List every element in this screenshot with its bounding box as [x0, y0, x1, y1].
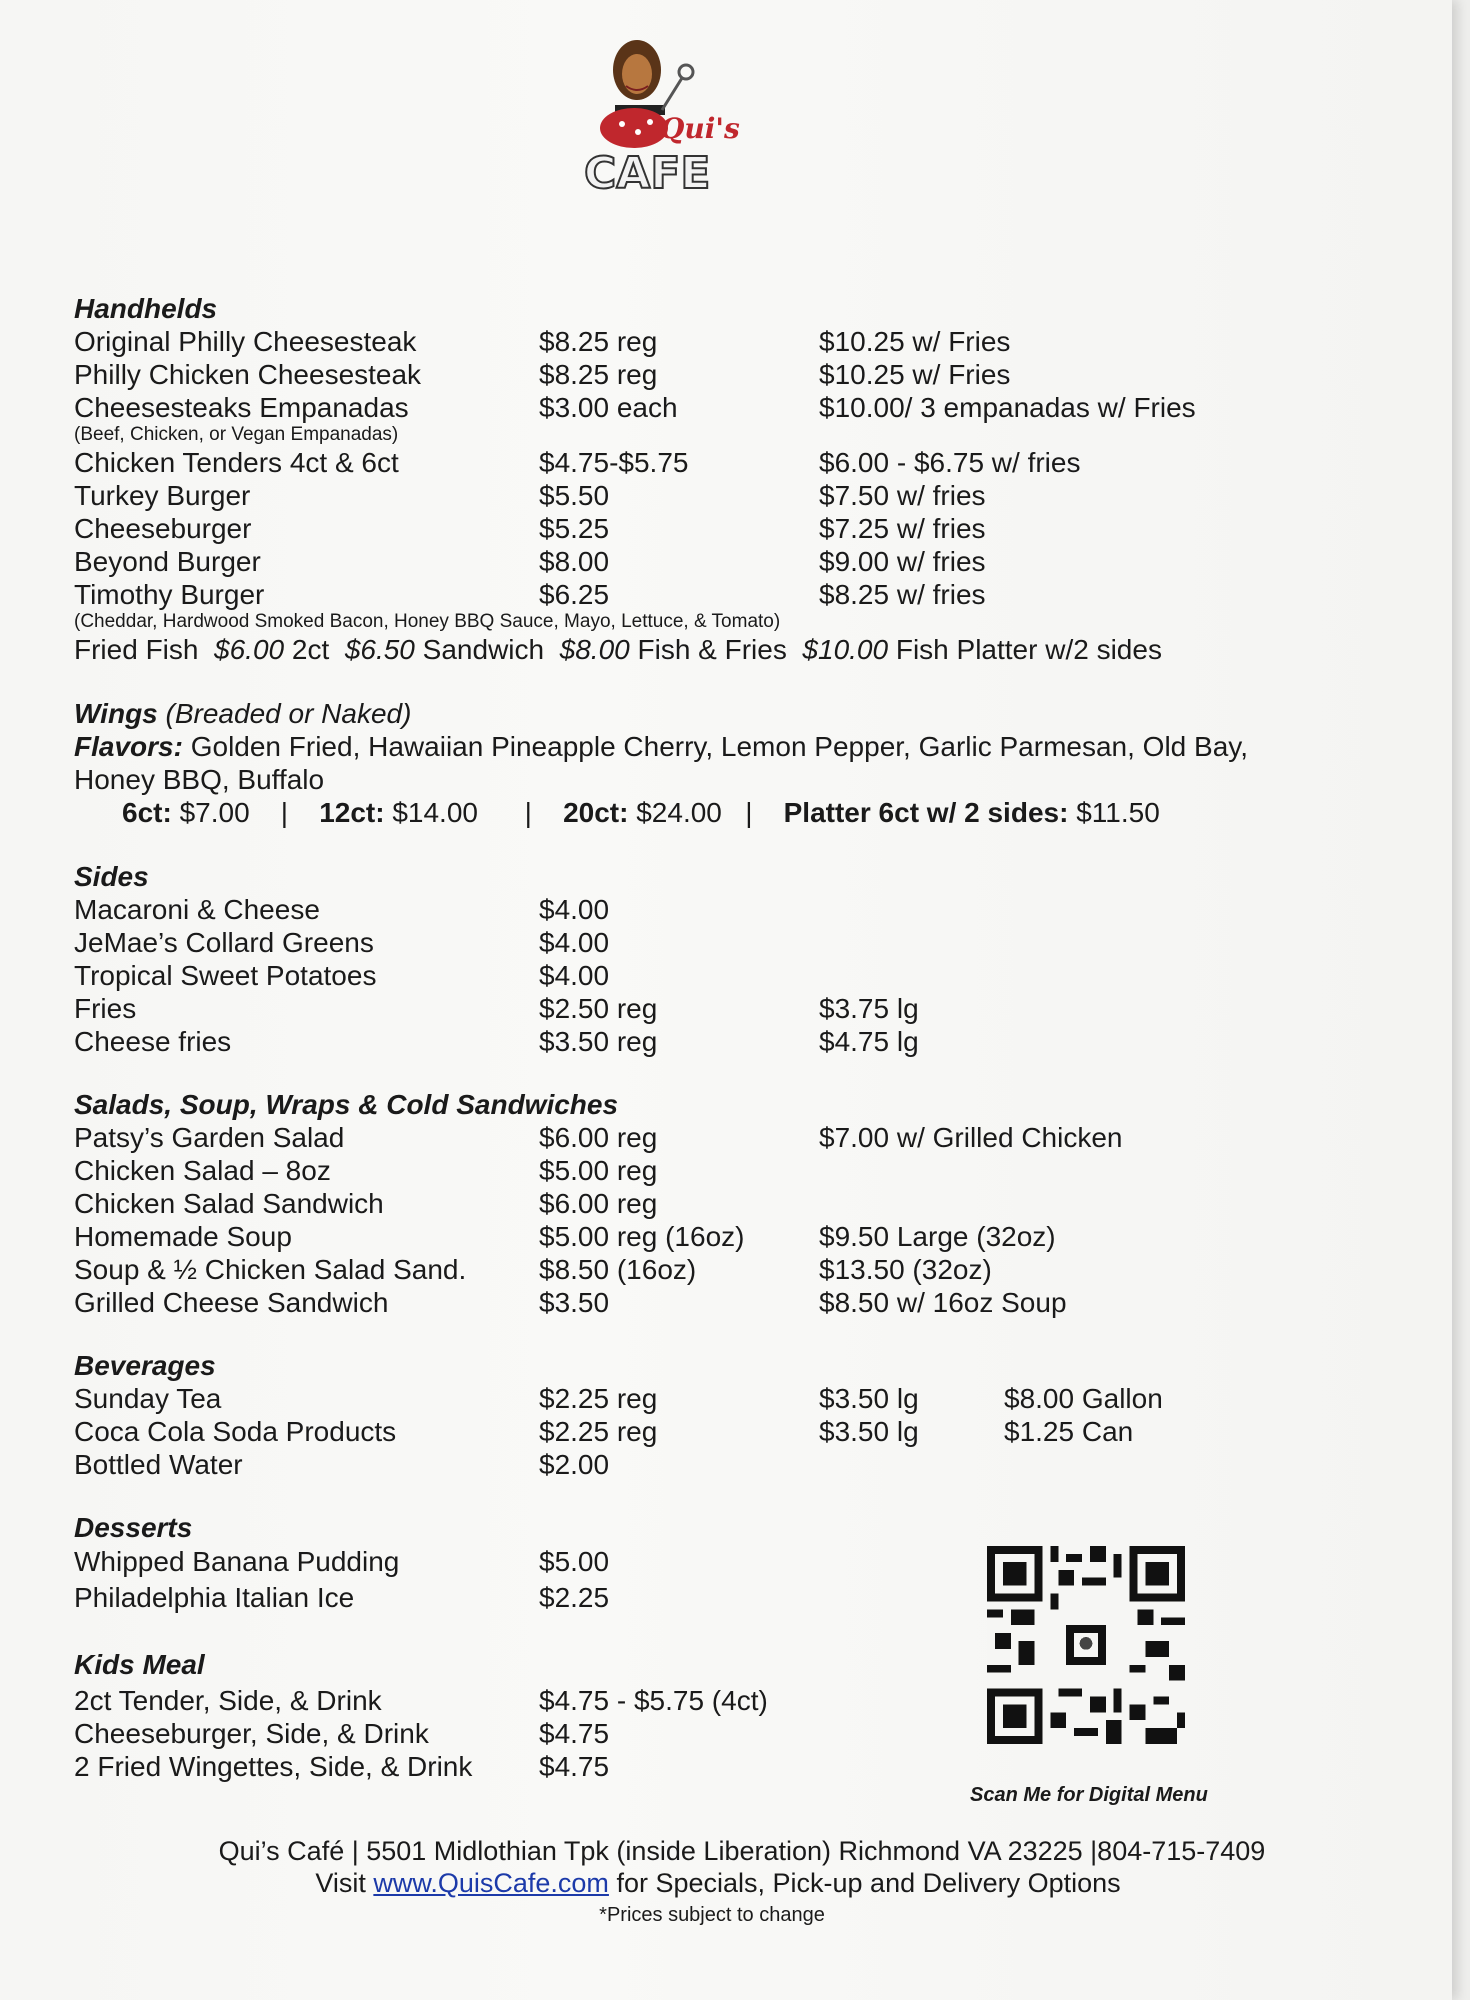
item-price: $8.25 reg [539, 359, 658, 390]
item-price-alt: $10.25 w/ Fries [819, 359, 1011, 390]
fish-option: Fish Platter w/2 sides [895, 634, 1162, 665]
menu-item [74, 893, 1254, 926]
flavors-list: Golden Fried, Hawaiian Pineapple Cherry, Lemon Pepper, Garlic Parmesan, Old Bay, Honey BBQ, Buffalo [74, 731, 1248, 795]
fried-fish-line [74, 633, 1254, 667]
price-disclaimer: *Prices subject to change [599, 1904, 825, 1926]
visit-label: Visit [315, 1868, 366, 1898]
item-name: Chicken Tenders 4ct & 6ct [74, 447, 399, 478]
item-name: JeMae’s Collard Greens [74, 927, 374, 958]
footer-address: Qui’s Café | 5501 Midlothian Tpk (inside Liberation) Richmond VA 23225 |804-715-7409 [218, 1836, 1266, 1866]
item-name: Timothy Burger [74, 579, 265, 610]
item-name: Macaroni & Cheese [74, 894, 320, 925]
item-price: $8.50 (16oz) [539, 1254, 697, 1285]
svg-text:Qui's: Qui's [660, 112, 740, 145]
handhelds-section [74, 292, 1254, 667]
item-price-alt [819, 1448, 1004, 1481]
item-price-extra [1004, 1448, 1254, 1481]
item-name: Beyond Burger [74, 546, 261, 577]
menu-item [74, 992, 1254, 1025]
item-price-alt: $7.50 w/ fries [819, 480, 986, 511]
item-name: Cheeseburger, Side, & Drink [74, 1718, 429, 1749]
flavors-label: Flavors: [74, 731, 183, 762]
item-price-alt: $3.50 lg [819, 1416, 919, 1447]
wing-counts [74, 796, 1254, 830]
item-price: $4.75-$5.75 [539, 447, 689, 478]
item-price: $4.00 [539, 894, 610, 925]
item-name: Patsy’s Garden Salad [74, 1122, 345, 1153]
item-price-alt: $9.00 w/ fries [819, 546, 986, 577]
fish-option: 2ct [291, 634, 330, 665]
item-price: $2.25 [539, 1582, 610, 1613]
salads-title: Salads, Soup, Wraps & Cold Sandwiches [74, 1089, 619, 1120]
count-label: 12ct: [319, 797, 385, 828]
item-name: Original Philly Cheesesteak [74, 326, 417, 357]
beverages-title: Beverages [74, 1350, 216, 1381]
item-name: Soup & ½ Chicken Salad Sand. [74, 1254, 467, 1285]
menu-item [74, 578, 1254, 611]
item-price: $2.00 [539, 1449, 610, 1480]
item-price-alt: $8.25 w/ fries [819, 579, 986, 610]
item-price: $5.00 [539, 1546, 610, 1577]
menu-item [74, 1382, 1254, 1415]
wings-flavors [74, 730, 1254, 796]
item-name: Grilled Cheese Sandwich [74, 1287, 389, 1318]
item-name: Bottled Water [74, 1449, 243, 1480]
separator: | [524, 797, 532, 828]
item-name: Tropical Sweet Potatoes [74, 960, 377, 991]
wings-heading [74, 697, 1254, 730]
count-label: 6ct: [122, 797, 172, 828]
menu-item [74, 1121, 1254, 1154]
menu-item [74, 446, 1254, 479]
menu-item [74, 545, 1254, 578]
item-name: Sunday Tea [74, 1383, 222, 1414]
menu-item [74, 1448, 1254, 1481]
item-price-alt: $8.50 w/ 16oz Soup [819, 1287, 1067, 1318]
footer-visit-line [0, 1868, 1444, 1899]
menu-item [74, 512, 1254, 545]
qr-code[interactable] [986, 1546, 1186, 1744]
menu-item [74, 479, 1254, 512]
fish-price: $6.00 [214, 634, 285, 665]
item-name: Whipped Banana Pudding [74, 1546, 400, 1577]
item-name: 2 Fried Wingettes, Side, & Drink [74, 1751, 473, 1782]
item-price-alt: $7.25 w/ fries [819, 513, 986, 544]
desserts-title: Desserts [74, 1512, 193, 1543]
separator: | [745, 797, 753, 828]
item-price-alt [819, 893, 1254, 926]
item-name: Philadelphia Italian Ice [74, 1582, 355, 1613]
item-price: $4.00 [539, 960, 610, 991]
item-price-alt [819, 959, 1254, 992]
item-price: $3.50 reg [539, 1026, 658, 1057]
item-name: Chicken Salad – 8oz [74, 1155, 331, 1186]
menu-item [74, 325, 1254, 358]
quis-cafe-logo [582, 30, 742, 200]
empanada-note: (Beef, Chicken, or Vegan Empanadas) [74, 424, 399, 445]
item-price: $2.50 reg [539, 993, 658, 1024]
item-price-alt: $13.50 (32oz) [819, 1254, 992, 1285]
item-price-alt [819, 926, 1254, 959]
item-name: Chicken Salad Sandwich [74, 1188, 384, 1219]
count-price: $11.50 [1076, 797, 1160, 828]
count-price: $14.00 [392, 797, 478, 828]
menu-item [74, 1187, 1254, 1220]
item-name: Cheeseburger [74, 513, 252, 544]
menu-item [74, 391, 1254, 424]
menu-item [74, 959, 1254, 992]
menu-item [74, 1415, 1254, 1448]
count-label: Platter 6ct w/ 2 sides: [783, 797, 1069, 828]
item-price: $5.00 reg (16oz) [539, 1221, 745, 1252]
svg-text:CAFE: CAFE [584, 148, 711, 199]
wings-title: Wings [74, 698, 158, 729]
item-name: Cheese fries [74, 1026, 232, 1057]
handhelds-title: Handhelds [74, 293, 218, 324]
item-price-alt: $10.25 w/ Fries [819, 326, 1011, 357]
fish-option: Sandwich [422, 634, 545, 665]
wings-subtitle: (Breaded or Naked) [165, 698, 412, 729]
salads-section [74, 1088, 1254, 1319]
item-name: Turkey Burger [74, 480, 251, 511]
item-price-alt: $10.00/ 3 empanadas w/ Fries [819, 392, 1196, 423]
count-price: $7.00 [179, 797, 250, 828]
item-price-alt: $9.50 Large (32oz) [819, 1221, 1056, 1252]
item-price: $5.50 [539, 480, 610, 511]
fish-option: Fish & Fries [637, 634, 787, 665]
kids-meal-title: Kids Meal [74, 1649, 205, 1680]
item-price: $4.00 [539, 927, 610, 958]
item-price: $6.00 reg [539, 1188, 658, 1219]
menu-item [74, 926, 1254, 959]
item-price: $3.00 each [539, 392, 678, 423]
fried-fish-label: Fried Fish [74, 634, 199, 665]
count-label: 20ct: [563, 797, 629, 828]
item-price-alt: $3.75 lg [819, 993, 919, 1024]
item-price-alt [819, 1187, 1254, 1220]
item-price-alt: $7.00 w/ Grilled Chicken [819, 1122, 1123, 1153]
item-name: Coca Cola Soda Products [74, 1416, 397, 1447]
wings-section [74, 697, 1254, 830]
fish-price: $10.00 [802, 634, 889, 665]
count-price: $24.00 [636, 797, 722, 828]
item-price: $8.00 [539, 546, 610, 577]
item-price-extra: $8.00 Gallon [1004, 1383, 1163, 1414]
visit-rest: for Specials, Pick-up and Delivery Options [616, 1868, 1121, 1898]
item-price-alt: $3.50 lg [819, 1383, 919, 1414]
menu-item [74, 1286, 1254, 1319]
item-price-alt: $6.00 - $6.75 w/ fries [819, 447, 1081, 478]
item-price: $6.25 [539, 579, 610, 610]
item-price: $4.75 [539, 1751, 610, 1782]
item-price: $6.00 reg [539, 1122, 658, 1153]
website-link[interactable]: www.QuisCafe.com [373, 1868, 609, 1898]
menu-item [74, 358, 1254, 391]
beverages-section [74, 1349, 1254, 1481]
item-price-alt: $4.75 lg [819, 1026, 919, 1057]
item-price: $4.75 - $5.75 (4ct) [539, 1685, 768, 1716]
item-price-alt [819, 1154, 1254, 1187]
menu-item [74, 1220, 1254, 1253]
item-price-extra: $1.25 Can [1004, 1416, 1134, 1447]
sides-title: Sides [74, 861, 149, 892]
item-price: $5.25 [539, 513, 610, 544]
menu-item [74, 1253, 1254, 1286]
fish-price: $8.00 [559, 634, 630, 665]
fish-price: $6.50 [344, 634, 415, 665]
sides-section [74, 860, 1254, 1058]
item-name: 2ct Tender, Side, & Drink [74, 1685, 382, 1716]
item-price: $4.75 [539, 1718, 610, 1749]
qr-caption: Scan Me for Digital Menu [970, 1784, 1208, 1806]
menu-item [74, 1154, 1254, 1187]
item-price: $2.25 reg [539, 1416, 658, 1447]
item-price: $2.25 reg [539, 1383, 658, 1414]
menu-item [74, 1025, 1254, 1058]
item-name: Cheesesteaks Empanadas [74, 392, 409, 423]
menu-item [74, 1750, 1254, 1783]
item-name: Philly Chicken Cheesesteak [74, 359, 422, 390]
item-price: $8.25 reg [539, 326, 658, 357]
separator: | [280, 797, 289, 828]
item-name: Fries [74, 993, 137, 1024]
item-price: $3.50 [539, 1287, 610, 1318]
timothy-burger-note: (Cheddar, Hardwood Smoked Bacon, Honey BBQ Sauce, Mayo, Lettuce, & Tomato) [74, 611, 781, 632]
item-price: $5.00 reg [539, 1155, 658, 1186]
item-name: Homemade Soup [74, 1221, 292, 1252]
